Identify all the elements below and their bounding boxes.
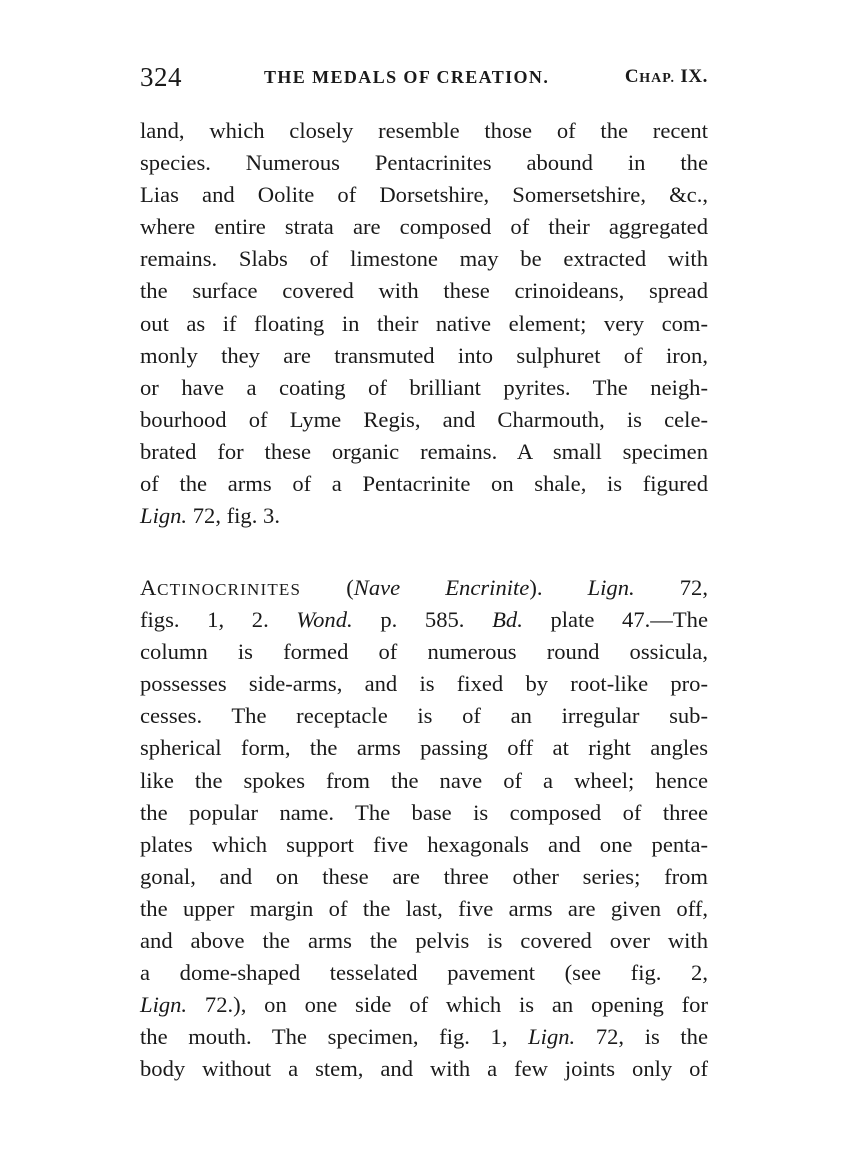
common-name: Nave Encrinite xyxy=(353,575,530,600)
text-line: gonal, and on these are three other series; from xyxy=(140,863,708,889)
text-line: a dome-shaped tesselated pavement (see fig. 2, xyxy=(140,960,708,986)
text-line: body without a stem, and with a few joints only of xyxy=(140,1056,708,1082)
text-line: out as if floating in their native element; very com- xyxy=(140,310,708,336)
figure-reference: Lign. xyxy=(140,992,188,1018)
text-line: Lias and Oolite of Dorsetshire, Somersetshire, &c., xyxy=(140,182,708,208)
chapter-smallcaps: HAP. xyxy=(639,71,675,86)
text-line: the popular name. The base is composed of three xyxy=(140,799,708,825)
text-fragment: ). xyxy=(529,575,588,600)
genus-heading xyxy=(140,575,301,600)
page-number: 324 xyxy=(140,62,182,92)
text-line: column is formed of numerous round ossicula, xyxy=(140,639,708,665)
text-line: like the spokes from the nave of a wheel; hence xyxy=(140,767,708,793)
text-line: brated for these organic remains. A small specimen xyxy=(140,438,708,464)
text-fragment: the mouth. The specimen, fig. 1, xyxy=(140,1024,529,1050)
text-line: of the arms of a Pentacrinite on shale, is figured xyxy=(140,471,708,497)
text-line xyxy=(140,989,708,1021)
text-line: plates which support five hexagonals and one penta- xyxy=(140,831,708,857)
figure-reference: Lign. xyxy=(528,1024,576,1050)
text-line: the upper margin of the last, five arms are given off, xyxy=(140,895,708,921)
book-reference: Bd. xyxy=(492,607,523,633)
text-line xyxy=(140,604,708,636)
text-fragment: plate 47.—The xyxy=(522,607,709,633)
text-line xyxy=(140,572,708,604)
figure-reference: Lign. xyxy=(140,503,188,529)
paragraph-pentacrinites xyxy=(140,115,708,532)
chapter-label xyxy=(625,66,708,88)
genus-smallcaps: CTINOCRINITES xyxy=(157,580,302,599)
chapter-number: IX. xyxy=(674,66,708,87)
text-line: bourhood of Lyme Regis, and Charmouth, is cele- xyxy=(140,406,708,432)
text-line xyxy=(140,500,708,532)
text-line: where entire strata are composed of their aggregated xyxy=(140,214,708,240)
chapter-prefix: C xyxy=(624,66,640,87)
text-line: land, which closely resemble those of the recent xyxy=(140,118,708,143)
text-line xyxy=(140,1021,708,1053)
text-fragment: ( xyxy=(301,575,354,600)
text-line: or have a coating of brilliant pyrites. The neigh- xyxy=(140,374,708,400)
text-fragment: 72.), on one side of which is an opening for xyxy=(187,992,708,1018)
text-fragment: p. 585. xyxy=(352,607,493,633)
text-fragment: 72, is the xyxy=(575,1024,708,1050)
text-line: monly they are transmuted into sulphuret of iron, xyxy=(140,342,708,368)
text-fragment: figs. 1, 2. xyxy=(140,607,297,633)
book-reference: Wond. xyxy=(296,607,353,633)
running-head xyxy=(140,62,708,96)
text-line: the surface covered with these crinoideans, spread xyxy=(140,278,708,304)
figure-reference: Lign. xyxy=(587,575,635,600)
text-fragment: 72, fig. 3. xyxy=(187,503,280,529)
running-title: THE MEDALS OF CREATION. xyxy=(264,67,550,87)
text-line: species. Numerous Pentacrinites abound in the xyxy=(140,150,708,176)
text-fragment: 72, xyxy=(634,575,708,600)
text-line: spherical form, the arms passing off at right angles xyxy=(140,735,708,761)
text-line: possesses side-arms, and is fixed by root-like pro- xyxy=(140,671,708,697)
text-line: remains. Slabs of limestone may be extracted with xyxy=(140,246,708,272)
text-line: and above the arms the pelvis is covered over with xyxy=(140,928,708,954)
paragraph-actinocrinites xyxy=(140,572,708,1086)
text-line: cesses. The receptacle is of an irregular sub- xyxy=(140,703,708,729)
genus-initial: A xyxy=(140,575,158,600)
